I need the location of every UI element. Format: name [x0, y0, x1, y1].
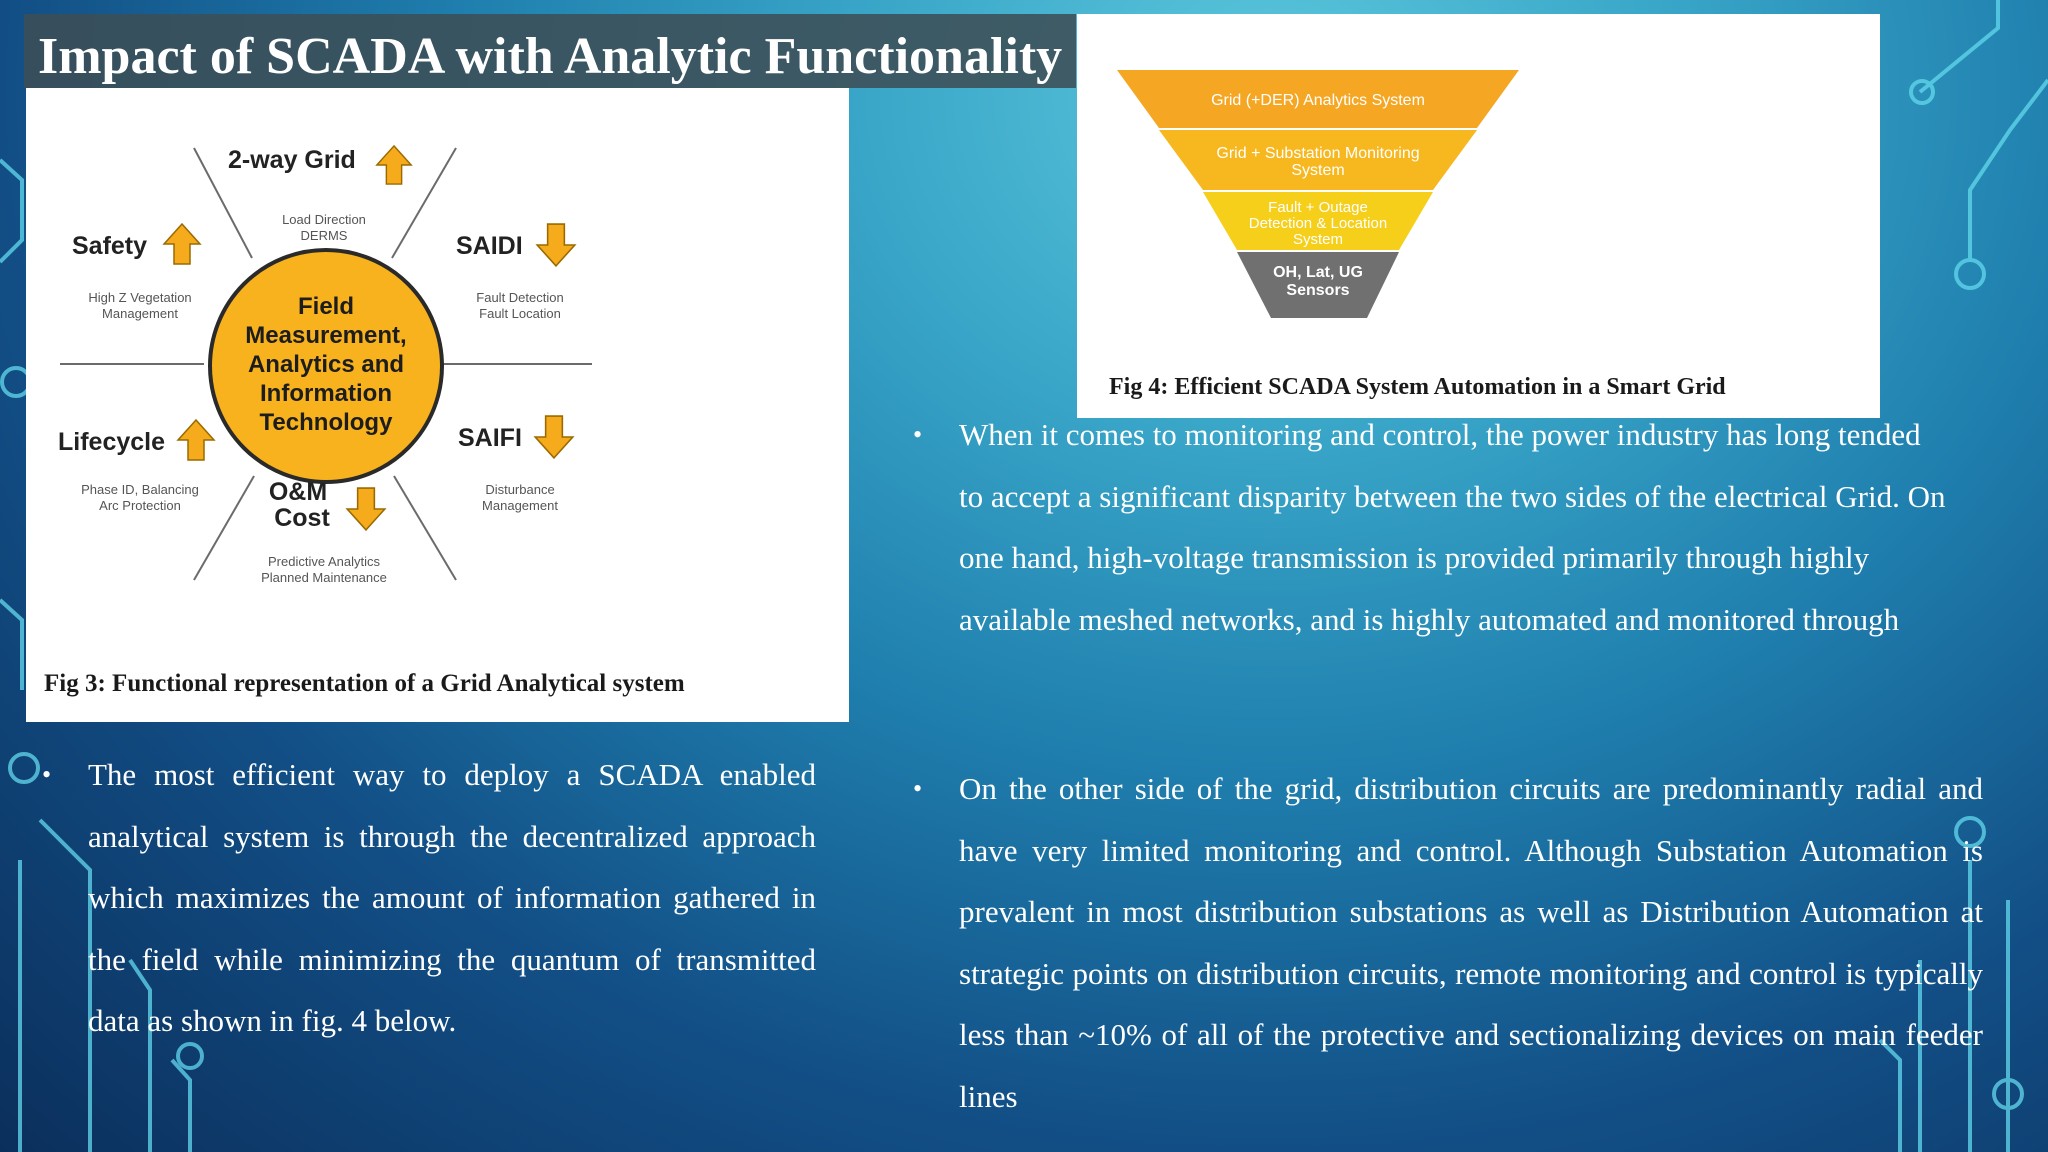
label-saifi: SAIFI — [458, 424, 522, 452]
bullet-text: On the other side of the grid, distribution circuits are predominantly radial and have very limited monitoring and control. Although Substation Automation is prevalent in most distribution substations as well as Distribution Automation at strategic points on distribution circuits, remote monitoring and control is typically less than ~10% of all of the protective and sectionalizing devices on main feeder lines — [959, 771, 1983, 1114]
center-line-4: Information — [260, 380, 392, 407]
center-line-3: Analytics and — [247, 351, 405, 378]
sub-lifecycle-2: Arc Protection — [99, 498, 181, 513]
level-1-text: Grid (+DER) Analytics System — [1211, 92, 1425, 109]
grid-analytics-diagram — [26, 88, 849, 658]
arrow-up-icon — [178, 420, 214, 460]
sub-safety-2: Management — [102, 306, 178, 321]
item-saidi — [456, 224, 575, 321]
level-2-text-1: Grid + Substation Monitoring — [1216, 145, 1420, 162]
label-cost: Cost — [274, 504, 330, 532]
level-2-text-2: System — [1291, 162, 1345, 179]
bullet-marker: • — [42, 760, 52, 789]
sub-saidi-1: Fault Detection — [476, 290, 564, 305]
level-4-text-1: OH, Lat, UG — [1273, 264, 1363, 281]
center-line-5: Technology — [259, 409, 393, 436]
item-saifi — [458, 416, 573, 513]
item-lifecycle — [58, 420, 214, 513]
sub-saifi-2: Management — [482, 498, 558, 513]
sub-om-cost-1: Predictive Analytics — [268, 554, 380, 569]
level-3-text-2: Detection & Location — [1248, 215, 1388, 232]
arrow-up-icon — [377, 146, 411, 184]
automation-pyramid-diagram — [1077, 14, 1880, 354]
item-2-way-grid — [228, 146, 411, 243]
title-bar — [24, 14, 1076, 88]
label-safety: Safety — [72, 232, 148, 260]
figure-4-caption: Fig 4: Efficient SCADA System Automation in a Smart Grid — [1109, 374, 1726, 400]
center-line-1: Field — [297, 293, 355, 320]
sub-saifi-1: Disturbance — [485, 482, 555, 497]
bullet-decentralized-approach — [42, 744, 816, 1052]
level-3-text-3: System — [1292, 231, 1344, 248]
arrow-down-icon — [537, 224, 575, 266]
sub-2-way-grid-1: Load Direction — [282, 212, 366, 227]
sub-lifecycle-1: Phase ID, Balancing — [81, 482, 199, 497]
bullet-text: When it comes to monitoring and control, the power industry has long tended to accept a significant disparity between the two sides of the electrical Grid. On one hand, high-voltage transmission is provided primarily through highly available meshed networks, and is highly automated and monitored through — [959, 417, 1946, 637]
slide-title: Impact of SCADA with Analytic Functionality — [38, 28, 1063, 85]
arrow-up-icon — [164, 224, 200, 264]
figure-4-panel — [1077, 14, 1880, 418]
item-safety — [72, 224, 200, 321]
sub-om-cost-2: Planned Maintenance — [261, 570, 387, 585]
figure-3-panel — [26, 88, 849, 722]
bullet-marker: • — [913, 774, 923, 803]
item-om-cost — [261, 478, 387, 585]
level-4-text-2: Sensors — [1286, 282, 1350, 299]
arrow-down-icon — [347, 488, 385, 530]
figure-3-caption: Fig 3: Functional representation of a Grid Analytical system — [44, 670, 685, 697]
sub-saidi-2: Fault Location — [479, 306, 561, 321]
label-lifecycle: Lifecycle — [58, 428, 166, 456]
sub-2-way-grid-2: DERMS — [300, 228, 348, 243]
label-saidi: SAIDI — [456, 232, 523, 260]
level-3-text-1: Fault + Outage — [1268, 199, 1368, 216]
bullet-distribution-circuits — [913, 758, 1983, 1127]
sub-safety-1: High Z Vegetation — [88, 290, 192, 305]
bullet-text: The most efficient way to deploy a SCADA enabled analytical system is through the decentralized approach which maximizes the amount of information gathered in the field while minimizing the quantum of transmitted data as shown in fig. 4 below. — [88, 757, 816, 1038]
bullet-marker: • — [913, 420, 923, 449]
bullet-monitoring-control — [913, 404, 1949, 650]
label-om: O&M — [268, 478, 328, 506]
arrow-down-icon — [535, 416, 573, 458]
label-2-way-grid: 2-way Grid — [228, 146, 356, 174]
center-line-2: Measurement, — [245, 322, 407, 349]
